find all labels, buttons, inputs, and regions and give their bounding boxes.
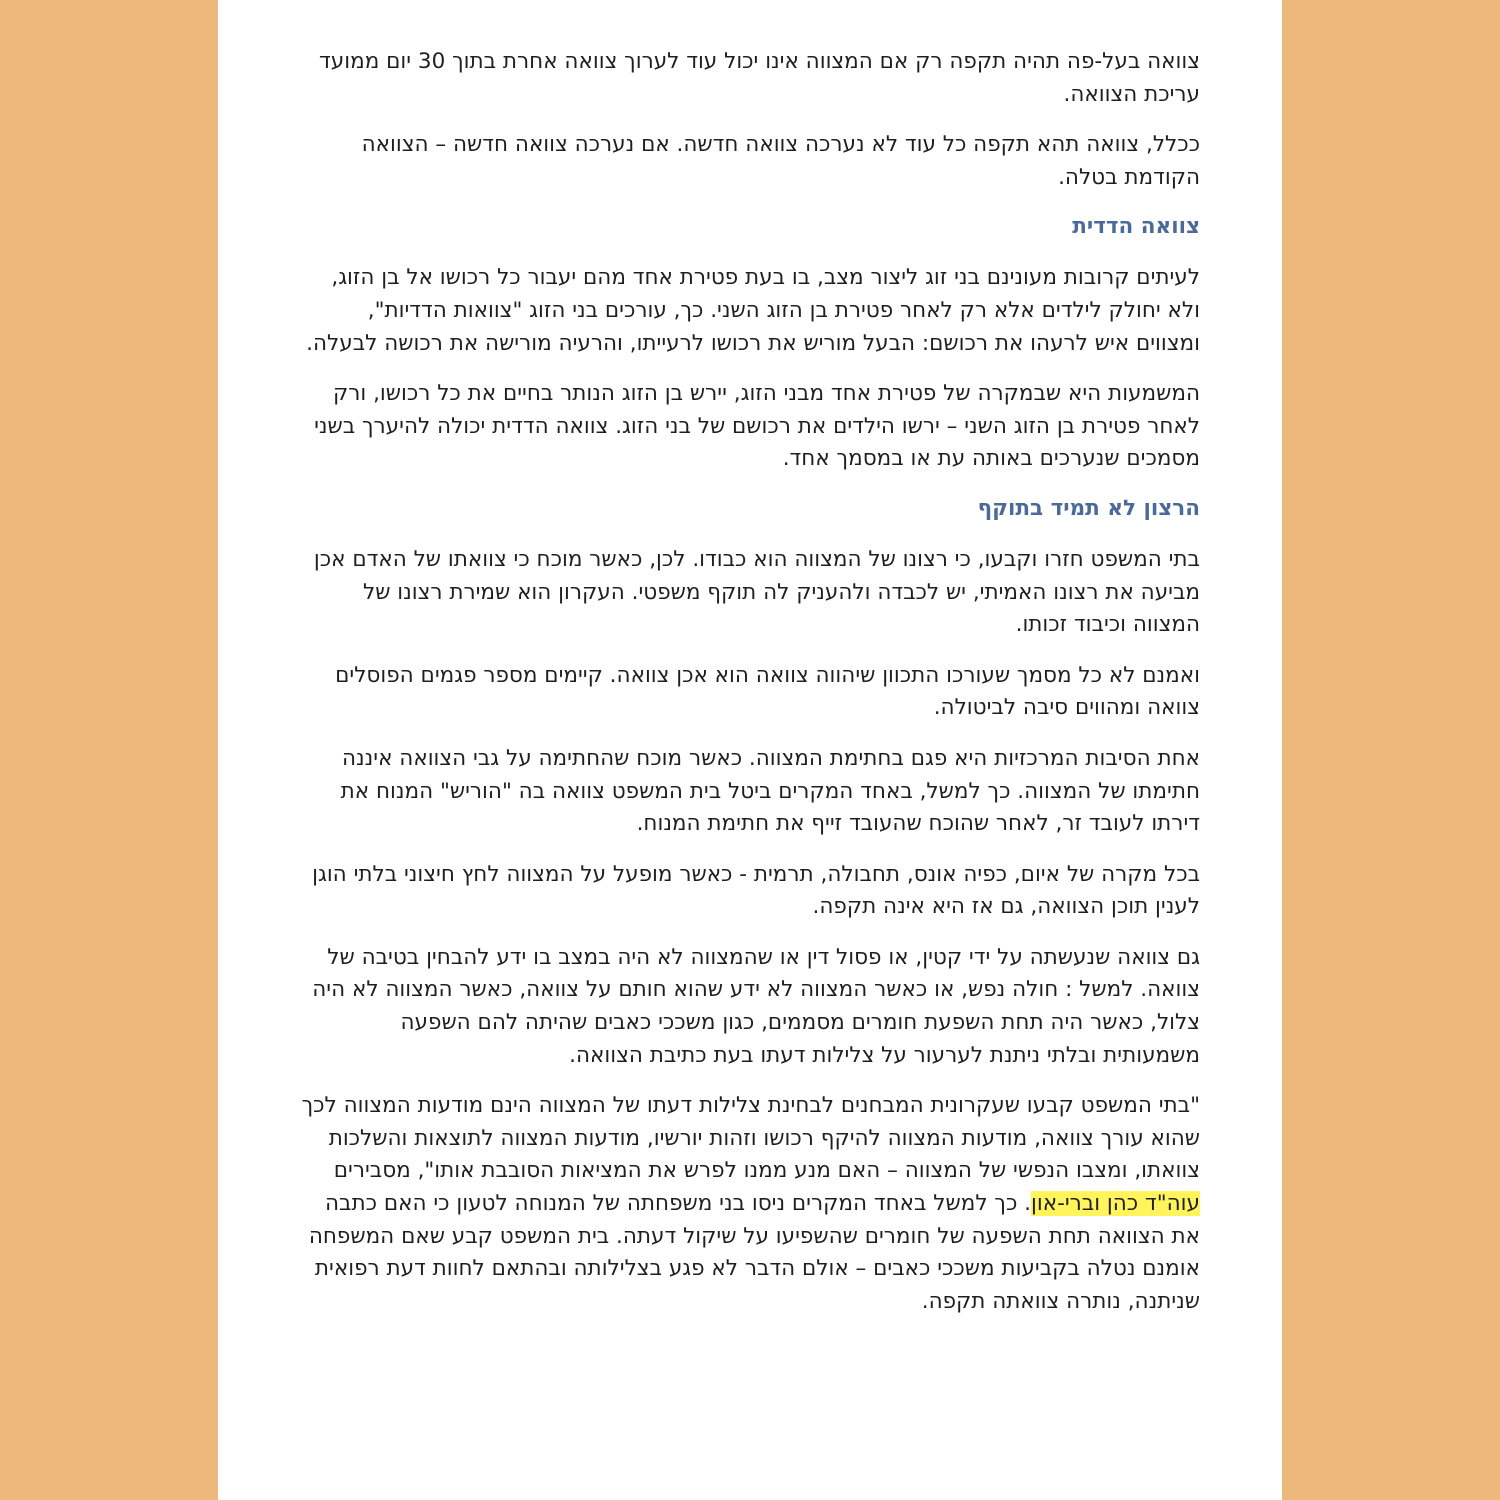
heading-mutual-will: צוואה הדדית [1072, 214, 1200, 240]
document-body [298, 46, 1200, 1336]
document-page [218, 0, 1282, 1500]
paragraph-court-tests [298, 1090, 1200, 1318]
paragraph-coercion: בכל מקרה של איום, כפיה אונס, תחבולה, תרמית - כאשר מופעל על המצווה לחץ חיצוני בלתי הוגן לענין תוכן הצוואה, גם אז היא אינה תקפה. [312, 861, 1200, 920]
quote-text: "בתי המשפט קבעו שעקרונית המבחנים לבחינת צלילות דעתו של המצווה הינם מודעות המצווה לכך שהוא עורך צוואה, מודעות המצווה להיקף רכושו וזהות יורשיו, מודעות המצווה לתוצאות והשלכות צוואתו, ומצבו הנפשי של המצווה – האם מנע ממנו לפרש את המציאות הסובבת אותו", מסבירים [301, 1093, 1200, 1184]
case-text: . כך למשל באחד המקרים ניסו בני משפחתה של המנוחה לטעון כי האם כתבה את הצוואה תחת השפעה של חומרים שהשפיעו על שיקול דעתה. בית המשפט קבע שאם המשפחה אומנם נטלה בקביעות משככי כאבים – אולם הדבר לא פגע בצלילותה ובהתאם לחוות דעת רפואית שניתנה, נותרה צוואתה תקפה. [308, 1191, 1200, 1314]
paragraph-mutual-will-meaning: המשמעות היא שבמקרה של פטירת אחד מבני הזוג, יירש בן הזוג הנותר בחיים את כל רכושו, ורק לאחר פטירת בן הזוג השני – ירשו הילדים את רכושם של בני הזוג. צוואה הדדית יכולה להיערך בשני מסמכים שנערכים באותה עת או במסמך אחד. [314, 381, 1200, 472]
highlighted-lawyer-names: עוה"ד כהן וברי-און [1030, 1191, 1200, 1217]
paragraph-new-will-cancels: ככלל, צוואה תהא תקפה כל עוד לא נערכה צוואה חדשה. אם נערכה צוואה חדשה – הצוואה הקודמת בטלה. [361, 132, 1200, 190]
paragraph-mutual-will-intro: לעיתים קרובות מעונינם בני זוג ליצור מצב, בו בעת פטירת אחד מהם יעבור כל רכושו אל בן הזוג, ולא יחולק לילדים אלא רק לאחר פטירת בן הזוג השני. כך, עורכים בני הזוג "צוואות הדדיות", ומצווים איש לרעהו את רכושם: הבעל מוריש את רכושו לרעייתו, והרעיה מורישה את רכושה לבעלה. [306, 265, 1200, 356]
paragraph-respect-will: בתי המשפט חזרו וקבעו, כי רצונו של המצווה הוא כבודו. לכן, כאשר מוכח כי צוואתו של האדם אכן מביעה את רצונו האמיתי, יש לכבדה ולהעניק לה תוקף משפטי. העקרון הוא שמירת רצונו של המצווה וכיבוד זכותו. [313, 546, 1200, 638]
paragraph-oral-will: צוואה בעל-פה תהיה תקפה רק אם המצווה אינו יכול עוד לערוך צוואה אחרת בתוך 30 יום ממועד עריכת הצוואה. [319, 49, 1200, 107]
paragraph-defects: ואמנם לא כל מסמך שעורכו התכוון שיהווה צוואה הוא אכן צוואה. קיימים מספר פגמים הפוסלים צוואה ומהווים סיבה לביטולה. [335, 662, 1200, 721]
paragraph-signature-defect: אחת הסיבות המרכזיות היא פגם בחתימת המצווה. כאשר מוכח שהחתימה על גבי הצוואה איננה חתימתו של המצווה. כך למשל, באחד המקרים ביטל בית המשפט צוואה בה "הוריש" המנוח את דירתו לעובד זר, לאחר שהוכח שהעובד זייף את חתימת המנוח. [340, 745, 1200, 837]
heading-will-not-always-valid: הרצון לא תמיד בתוקף [977, 495, 1200, 521]
paragraph-capacity: גם צוואה שנעשתה על ידי קטין, או פסול דין או שהמצווה לא היה במצב בו ידע להבחין בטיבה של צוואה. למשל : חולה נפש, או כאשר המצווה לא ידע שהוא חותם על צוואה, כאשר המצווה לא היה צלול, כאשר היה תחת השפעת חומרים מסממים, כגון משככי כאבים שהיתה להם השפעה משמעותית ובלתי ניתנת לערעור על צלילות דעתו בעת כתיבת הצוואה. [312, 944, 1200, 1068]
